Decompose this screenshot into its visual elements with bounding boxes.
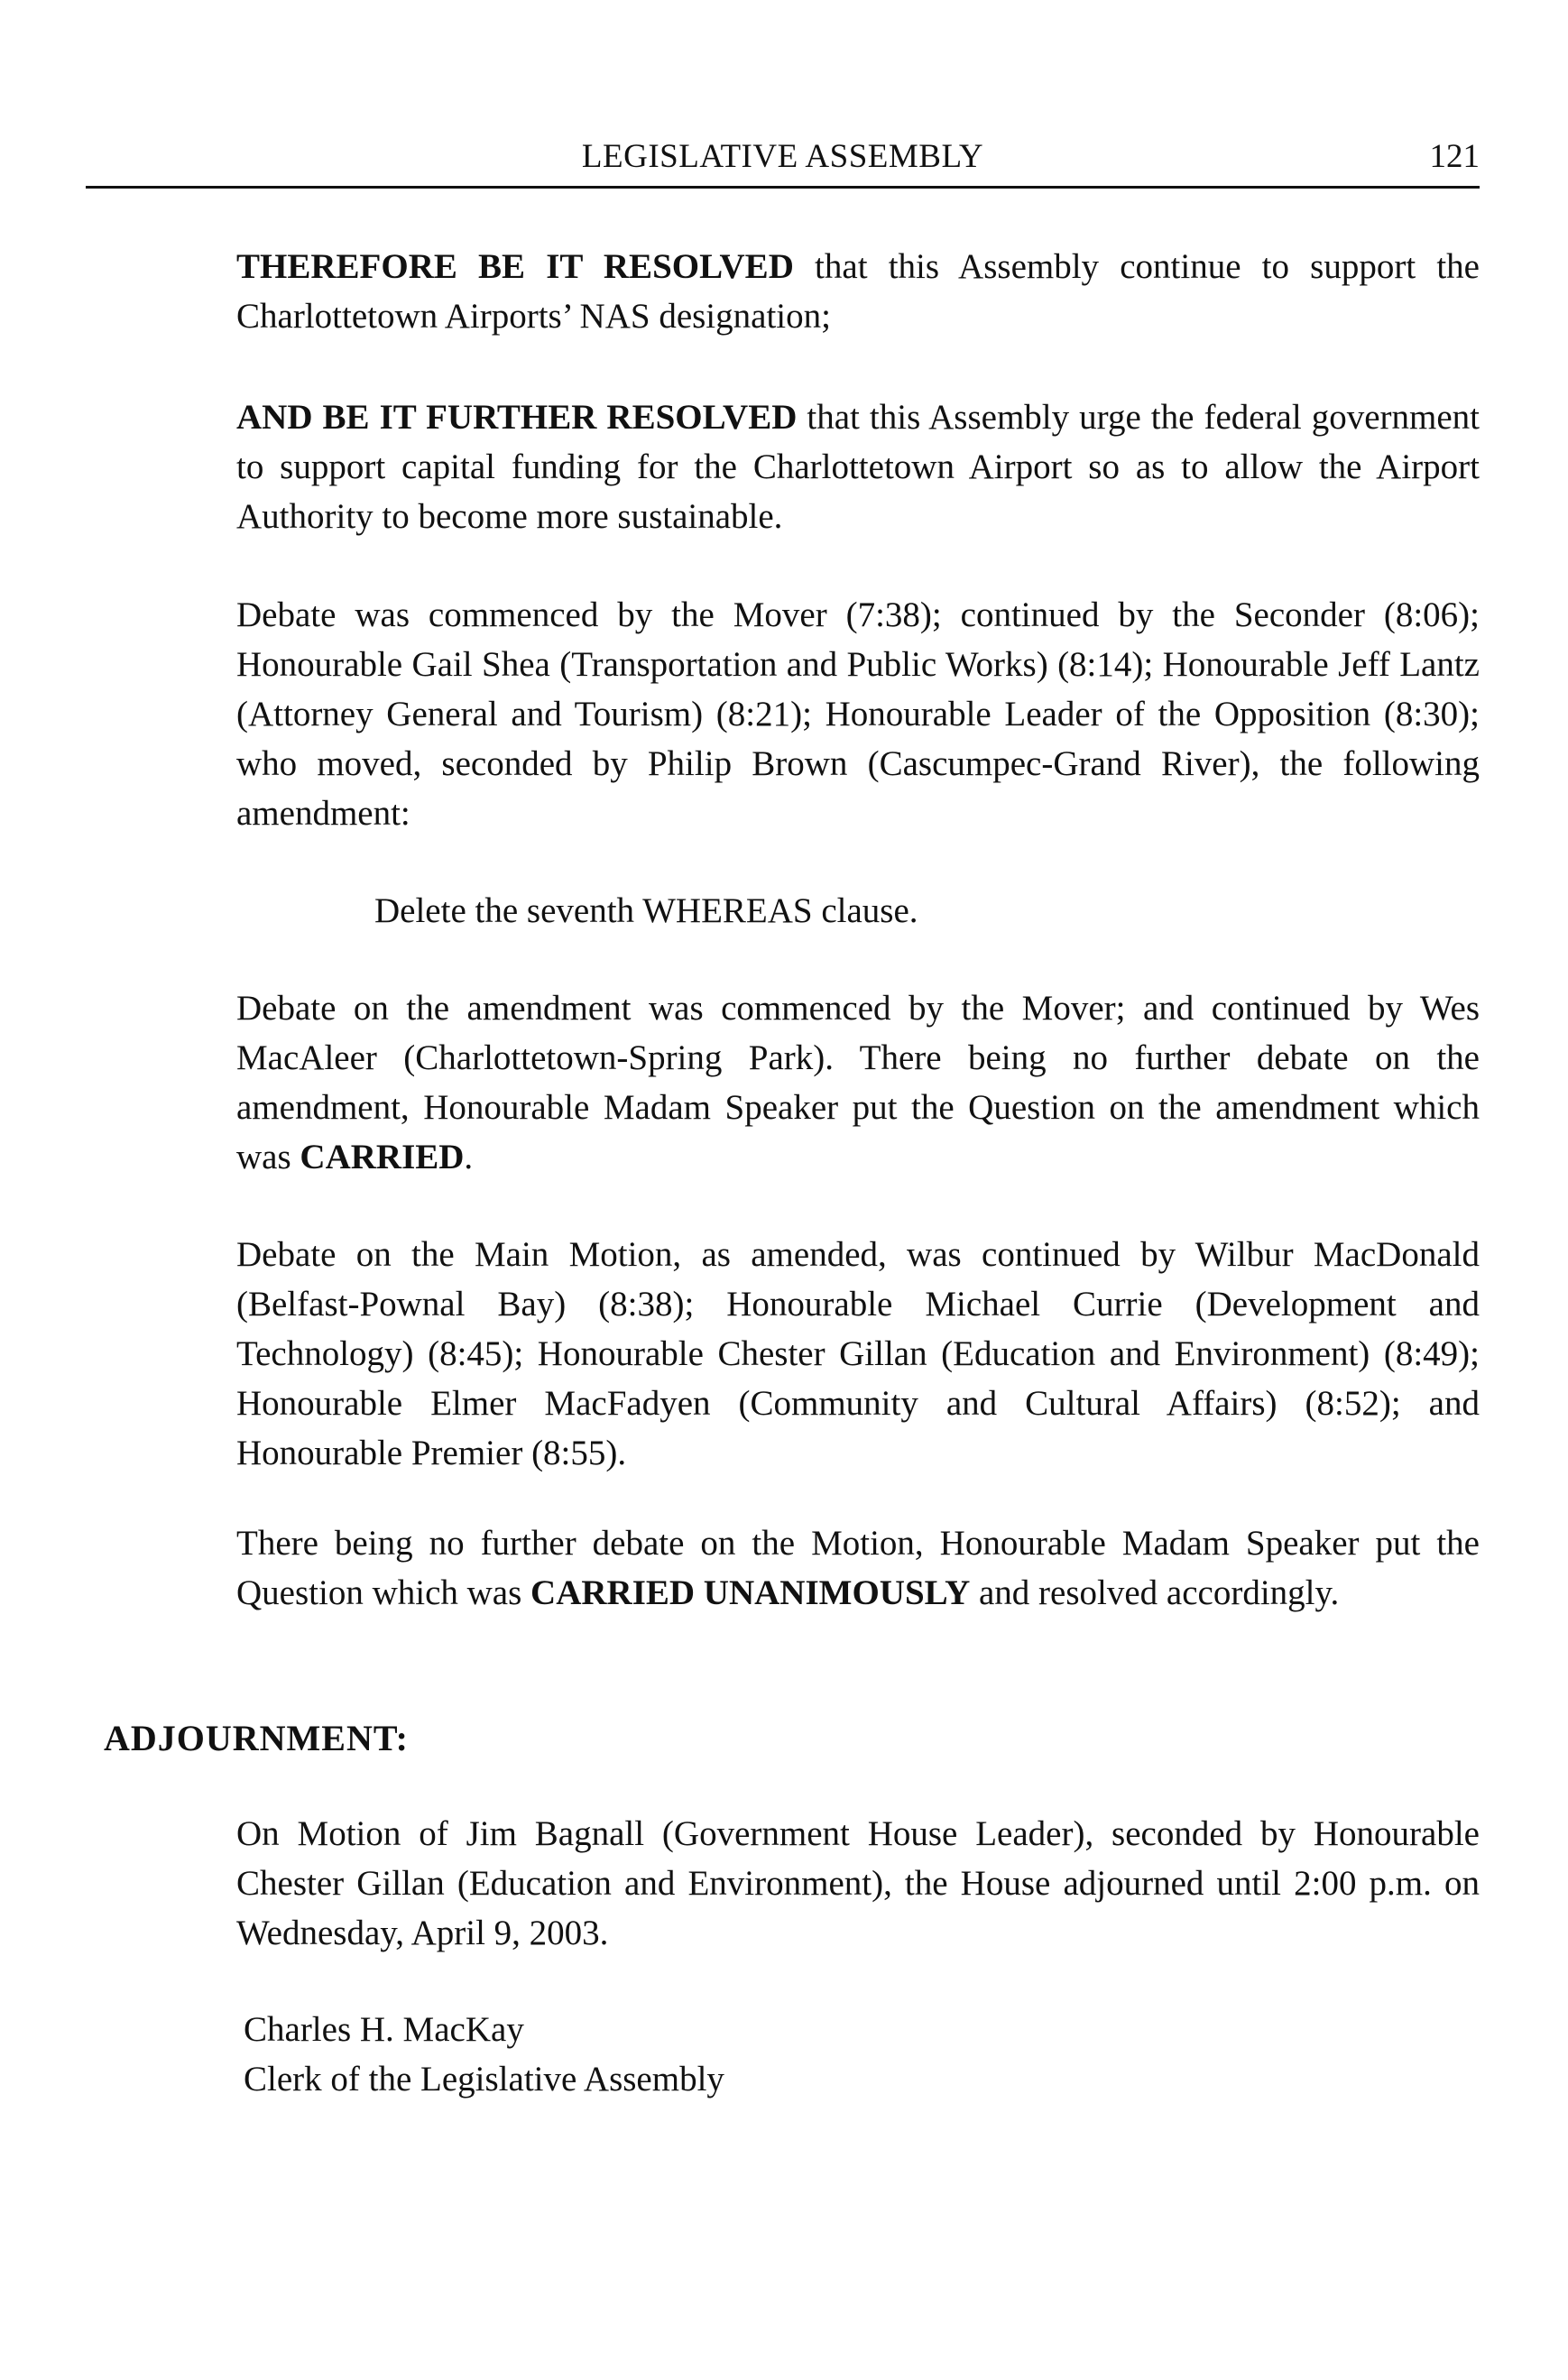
final-question-end: and resolved accordingly.: [970, 1573, 1340, 1612]
clerk-title: Clerk of the Legislative Assembly: [244, 2060, 724, 2099]
debate-paragraph-3: Debate on the Main Motion, as amended, was continued by Wilbur MacDonald (Belfast-Pownal Bay) (8:38); Honourable Michael Currie (Development and Technology) (8:45); Honourable Chester Gillan (Education and Environment) (8:49); Honourable Elmer MacFadyen (Community and Cultural Affairs) (8:52); and Honourable Premier (8:55).: [236, 1235, 1480, 1472]
resolution-lead-1: THEREFORE BE IT RESOLVED: [236, 247, 794, 286]
running-title: LEGISLATIVE ASSEMBLY: [581, 138, 984, 175]
final-question-result: CARRIED UNANIMOUSLY: [530, 1573, 971, 1612]
amendment-debate-end: .: [464, 1138, 474, 1176]
page-header: [86, 132, 1480, 189]
resolution-text-1: that this Assembly continue to support the Charlottetown Airports’ NAS designation;: [236, 247, 1480, 336]
resolution-paragraph-1: [236, 242, 1480, 341]
resolution-lead-2: AND BE IT FURTHER RESOLVED: [236, 398, 798, 437]
resolution-text-2: that this Assembly urge the federal government to support capital funding for the Charlottetown Airport so as to allow the Airport Authority to become more sustainable.: [236, 398, 1480, 536]
debate-paragraph-1: Debate was commenced by the Mover (7:38); continued by the Seconder (8:06); Honourable Gail Shea (Transportation and Public Works) (8:14); Honourable Jeff Lantz (Attorney General and Tourism) (8:21); Honourable Leader of the Opposition (8:30); who moved, seconded by Philip Brown (Cascumpec-Grand River), the following amendment:: [236, 595, 1480, 833]
final-question-text: There being no further debate on the Motion, Honourable Madam Speaker put the Question which was: [236, 1524, 1480, 1612]
clerk-name: Charles H. MacKay: [244, 2010, 524, 2049]
amendment-debate-text: Debate on the amendment was commenced by the Mover; and continued by Wes MacAleer (Charlottetown-Spring Park). There being no further debate on the amendment, Honourable Madam Speaker put the Question on the amendment which was: [236, 989, 1480, 1176]
amendment-result: CARRIED: [300, 1138, 465, 1176]
amendment-text: Delete the seventh WHEREAS clause.: [374, 891, 918, 930]
adjournment-paragraph: On Motion of Jim Bagnall (Government House Leader), seconded by Honourable Chester Gillan (Education and Environment), the House adjourned until 2:00 p.m. on Wednesday, April 9, 2003.: [236, 1814, 1480, 1952]
page-number: 121: [1429, 138, 1480, 175]
final-question-paragraph: [236, 1518, 1480, 1618]
debate-paragraph-2: [236, 983, 1480, 1182]
adjournment-heading: ADJOURNMENT:: [104, 1718, 409, 1758]
resolution-paragraph-2: [236, 392, 1480, 541]
